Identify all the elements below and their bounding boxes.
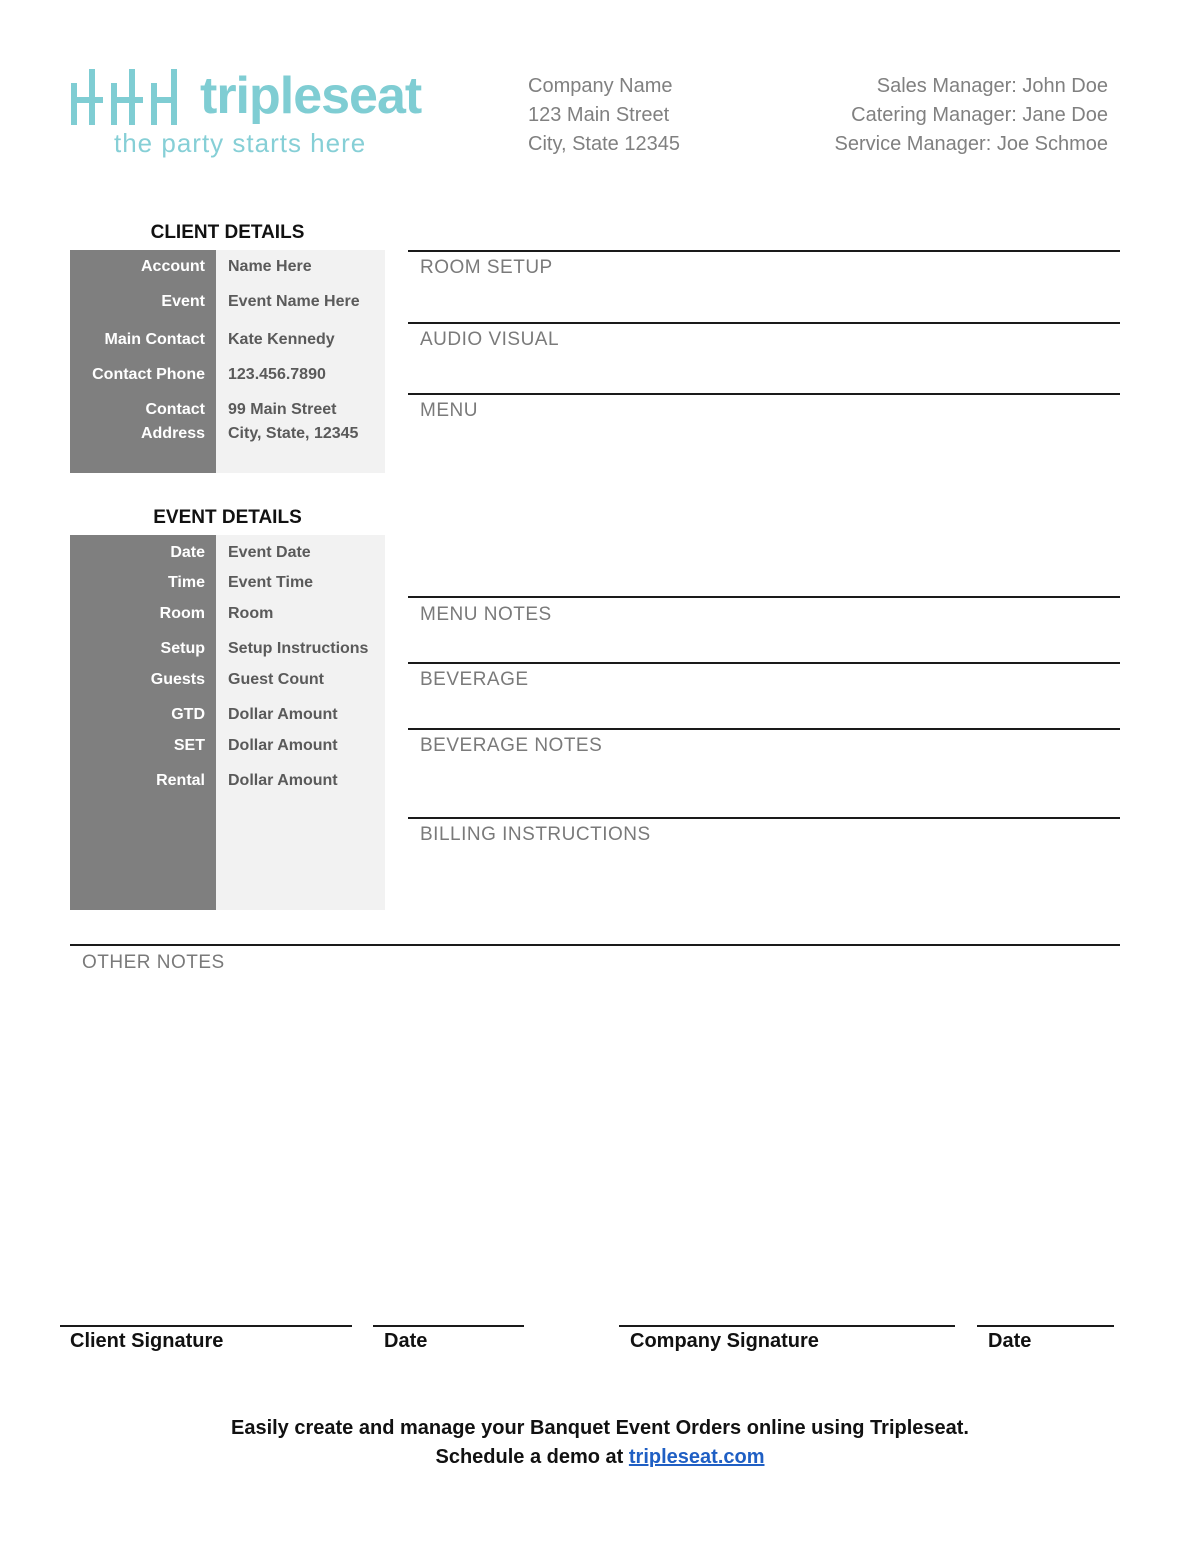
- menu-label: MENU: [420, 400, 478, 421]
- value-guests: Guest Count: [228, 671, 324, 688]
- label-rental: Rental: [156, 772, 205, 789]
- label-room: Room: [159, 605, 205, 622]
- menu-notes-rule: [408, 596, 1120, 598]
- room-setup-rule: [408, 250, 1120, 252]
- value-main-contact: Kate Kennedy: [228, 331, 335, 348]
- label-contact-phone: Contact Phone: [92, 366, 205, 383]
- client-details-table: [70, 250, 385, 473]
- beverage-rule: [408, 662, 1120, 664]
- company-address-block: [528, 72, 680, 159]
- label-setup: Setup: [160, 640, 205, 657]
- catering-manager: Catering Manager: Jane Doe: [851, 104, 1108, 126]
- label-contact-address-1: Contact: [145, 401, 205, 418]
- company-signature-label: Company Signature: [630, 1330, 819, 1352]
- menu-notes-label: MENU NOTES: [420, 604, 552, 625]
- billing-instructions-label: BILLING INSTRUCTIONS: [420, 824, 651, 845]
- client-signature-line[interactable]: [60, 1325, 352, 1327]
- value-contact-phone: 123.456.7890: [228, 366, 326, 383]
- company-signature-line[interactable]: [619, 1325, 955, 1327]
- value-room: Room: [228, 605, 274, 622]
- company-name: Company Name: [528, 75, 673, 97]
- value-account: Name Here: [228, 258, 312, 275]
- value-set: Dollar Amount: [228, 737, 338, 754]
- chairs-logo-icon: [70, 68, 200, 128]
- company-city: City, State 12345: [528, 133, 680, 155]
- label-main-contact: Main Contact: [104, 331, 205, 348]
- beverage-notes-rule: [408, 728, 1120, 730]
- label-guests: Guests: [150, 671, 205, 688]
- footer-line-2-prefix: Schedule a demo at: [435, 1446, 629, 1468]
- value-event: Event Name Here: [228, 293, 360, 310]
- value-date: Event Date: [228, 544, 311, 561]
- value-setup: Setup Instructions: [228, 640, 369, 657]
- client-date-line[interactable]: [373, 1325, 524, 1327]
- value-contact-address-1: 99 Main Street: [228, 401, 337, 418]
- beverage-label: BEVERAGE: [420, 669, 529, 690]
- label-time: Time: [167, 574, 205, 591]
- client-date-label: Date: [384, 1330, 428, 1352]
- other-notes-rule: [70, 944, 1120, 946]
- menu-rule: [408, 393, 1120, 395]
- event-details-title: EVENT DETAILS: [153, 507, 302, 528]
- brand-name: tripleseat: [200, 67, 422, 125]
- billing-instructions-rule: [408, 817, 1120, 819]
- value-rental: Dollar Amount: [228, 772, 338, 789]
- company-street: 123 Main Street: [528, 104, 670, 126]
- label-event: Event: [161, 293, 205, 310]
- footer-line-2: [0, 1443, 1200, 1472]
- value-gtd: Dollar Amount: [228, 706, 338, 723]
- audio-visual-label: AUDIO VISUAL: [420, 329, 560, 350]
- value-contact-address-2: City, State, 12345: [228, 425, 359, 442]
- label-gtd: GTD: [171, 706, 205, 723]
- footer-line-1: Easily create and manage your Banquet Event Orders online using Tripleseat.: [230, 1417, 969, 1439]
- label-contact-address-2: Address: [140, 425, 205, 442]
- sales-manager: Sales Manager: John Doe: [876, 75, 1108, 97]
- beverage-notes-label: BEVERAGE NOTES: [420, 735, 603, 756]
- company-date-line[interactable]: [977, 1325, 1114, 1327]
- tripleseat-link[interactable]: tripleseat.com: [628, 1446, 765, 1468]
- room-setup-label: ROOM SETUP: [420, 257, 553, 278]
- label-set: SET: [173, 737, 205, 754]
- label-date: Date: [170, 544, 205, 561]
- client-signature-label: Client Signature: [70, 1330, 224, 1352]
- company-date-label: Date: [988, 1330, 1032, 1352]
- label-account: Account: [141, 258, 205, 275]
- client-details-title: CLIENT DETAILS: [150, 222, 305, 243]
- audio-visual-rule: [408, 322, 1120, 324]
- event-details-table: [70, 535, 385, 910]
- service-manager: Service Manager: Joe Schmoe: [834, 133, 1108, 155]
- value-time: Event Time: [228, 574, 314, 591]
- other-notes-label: OTHER NOTES: [82, 952, 225, 973]
- footer: [0, 1414, 1200, 1472]
- managers-block: [835, 72, 1108, 159]
- brand-tagline: the party starts here: [114, 128, 367, 158]
